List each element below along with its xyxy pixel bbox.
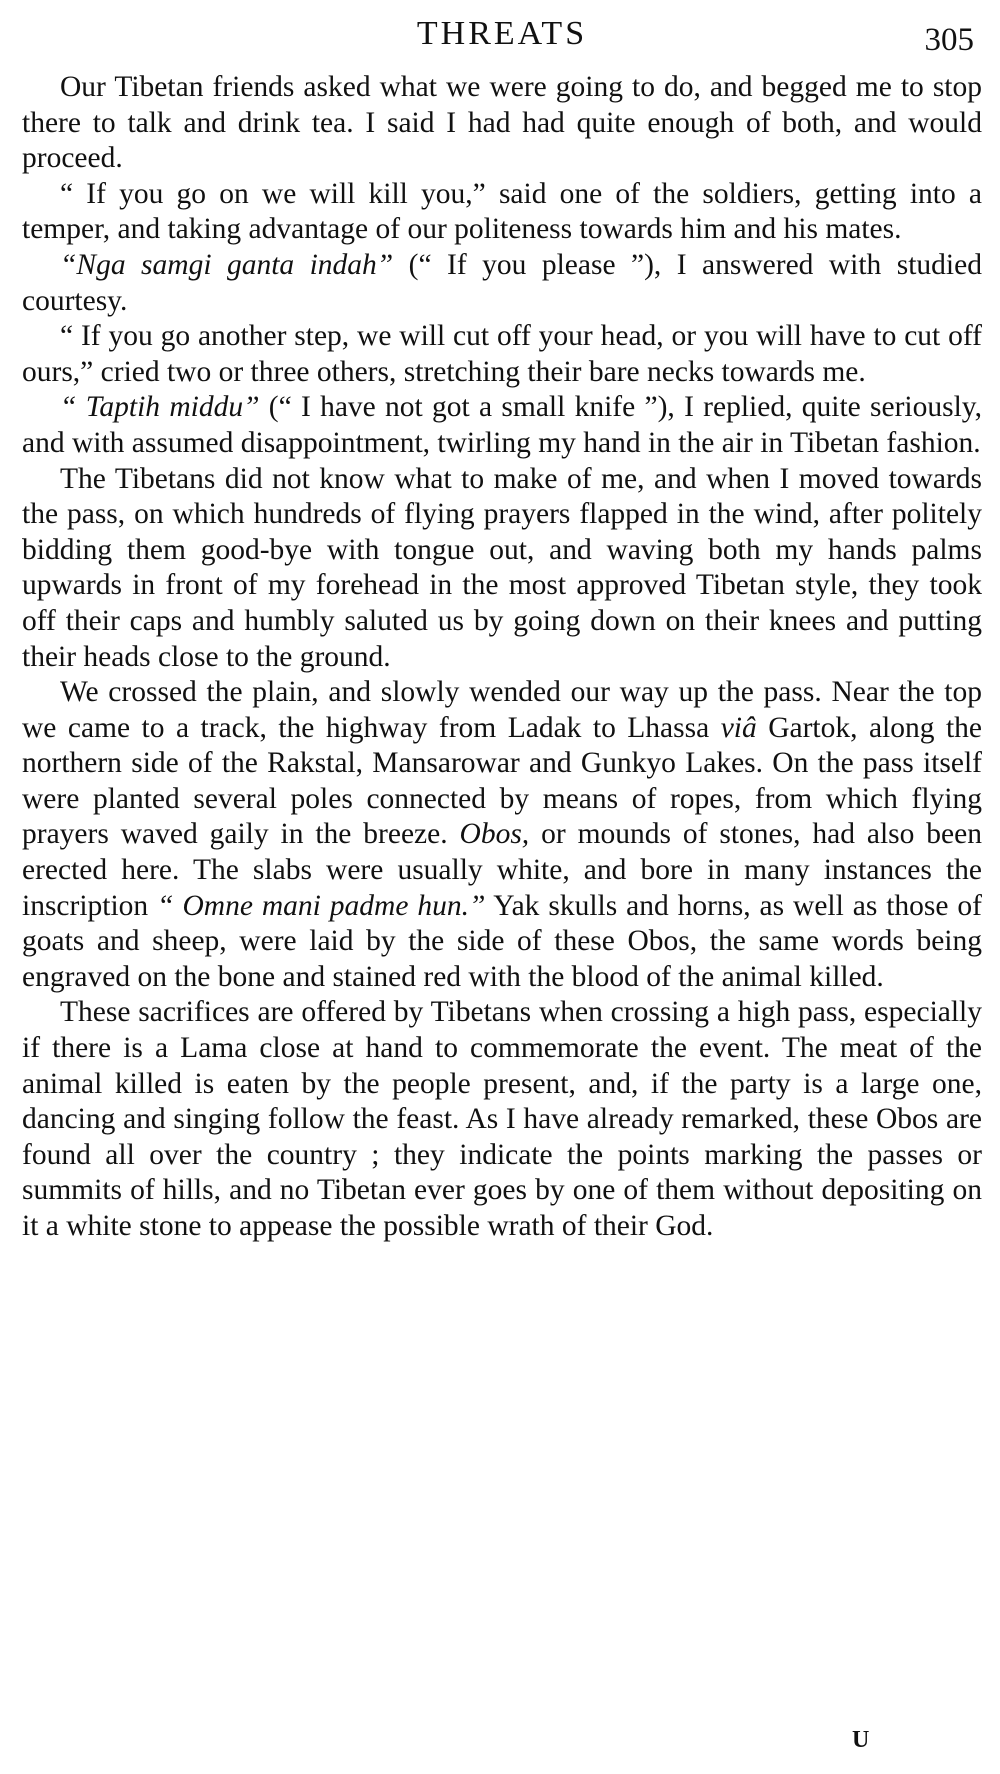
- tibetan-phrase: “Nga samgi ganta indah”: [60, 248, 394, 281]
- body-text: [22, 70, 982, 1245]
- paragraph-text: We crossed the plain, and slowly wended our way up the pass. Near the top we came to a track, the highway from Ladak to Lhassa: [22, 676, 982, 744]
- paragraph-text: or mounds of stones, had also been erected here. The slabs were usually white, and bore in many instances the inscription: [22, 818, 982, 922]
- italic-word: viâ: [720, 711, 757, 744]
- paragraph-6: [22, 462, 982, 676]
- paragraph-text: Yak skulls and horns, as well as those of goats and sheep, were laid by the side of these Obos, the same words being engraved on the bone and stained red with the blood of the animal killed.: [22, 889, 983, 993]
- page-number: 305: [924, 22, 974, 58]
- paragraph-text: “ If you go another step, we will cut off your head, or you will have to cut off ours,” cried two or three others, stretching their bare necks towards me.: [22, 320, 982, 388]
- page-header: [22, 14, 982, 62]
- paragraph-2: [22, 177, 982, 248]
- tibetan-phrase: “ Taptih middu”: [60, 391, 260, 424]
- running-title: THREATS: [416, 15, 588, 52]
- paragraph-text: Gartok, along the northern side of the Rakstal, Mansarowar and Gunkyo Lakes. On the pass itself were planted several poles connected by means of ropes, from which flying prayers waved gaily in the breeze.: [22, 711, 983, 851]
- inscription-phrase: “ Omne mani padme hun.”: [157, 889, 486, 922]
- paragraph-5: [22, 390, 982, 461]
- paragraph-text: The Tibetans did not know what to make of me, and when I moved towards the pass, on which hundreds of flying prayers flapped in the wind, after politely bidding them good-bye with tongue out, and waving both my hands palms upwards in front of my forehead in the most approved Tibetan style, they took off their caps and humbly saluted us by going down on their knees and putting their heads close to the ground.: [22, 462, 982, 673]
- paragraph-7: [22, 675, 982, 995]
- paragraph-8: [22, 995, 982, 1244]
- signature-mark: U: [852, 1727, 870, 1753]
- paragraph-text: Our Tibetan friends asked what we were going to do, and begged me to stop there to talk and drink tea. I said I had had quite enough of both, and would proceed.: [22, 71, 982, 175]
- paragraph-text: (“ I have not got a small knife ”), I replied, quite seriously, and with assumed disappointment, twirling my hand in the air in Tibetan fashion.: [22, 391, 982, 459]
- paragraph-1: [22, 70, 982, 177]
- paragraph-text: “ If you go on we will kill you,” said one of the soldiers, getting into a temper, and taking advantage of our politeness towards him and his mates.: [22, 177, 982, 246]
- paragraph-3: [22, 248, 982, 319]
- paragraph-4: [22, 319, 982, 390]
- paragraph-text: (“ If you please ”), I answered with studied courtesy.: [22, 248, 982, 317]
- paragraph-text: These sacrifices are offered by Tibetans when crossing a high pass, especially if there is a Lama close at hand to commemorate the event. The meat of the animal killed is eaten by the people present, and, if the party is a large one, dancing and singing follow the feast. As I have already remarked, these Obos are found all over the country ; they indicate the points marking the passes or summits of hills, and no Tibetan ever goes by one of them without depositing on it a white stone to appease the possible wrath of their God.: [22, 996, 982, 1242]
- italic-word: Obos,: [459, 818, 530, 851]
